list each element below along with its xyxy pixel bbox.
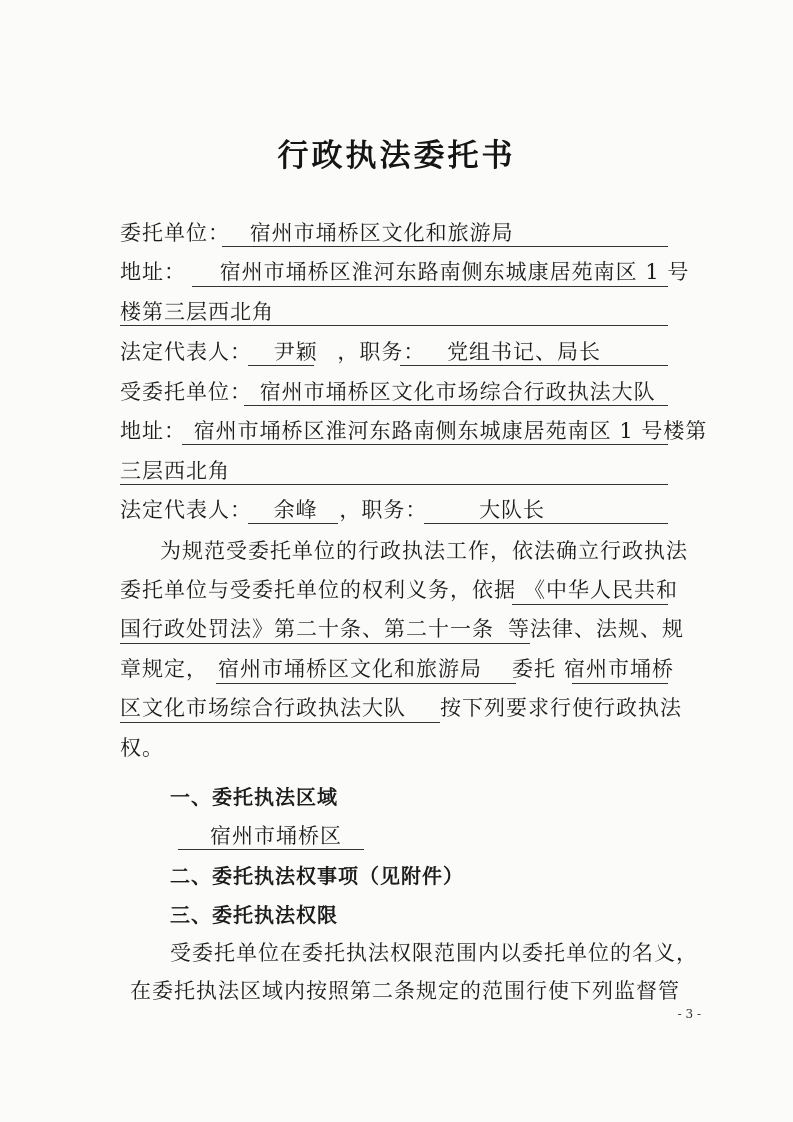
client-role-underline [400,365,668,366]
agent-rep-label: 法定代表人： [120,498,252,522]
body-line-6: 权。 [120,736,164,760]
agent-rep-line [120,495,545,525]
agent-address-2: 三层西北角 [120,459,230,483]
body-line-1: 为规范受委托单位的行政执法工作，依法确立行政执法 [160,539,688,563]
body-line-5 [120,693,682,723]
agent-name-underline [244,405,668,406]
client-address-underline-1 [192,286,668,287]
body-l4-agent: 宿州市埇桥 [564,657,674,681]
body-l3-text: 等法律、法规、规 [508,617,684,641]
section-1-underline [178,849,364,850]
client-underline-body [216,683,516,684]
client-address-underline-2 [120,325,668,326]
agent-address-underline-2 [120,484,668,485]
agent-address-1: 宿州市埇桥区淮河东路南侧东城康居苑南区 1 号楼第 [193,419,708,443]
client-address-1: 宿州市埇桥区淮河东路南侧东城康居苑南区 1 号 [219,260,690,284]
client-rep-label: 法定代表人： [120,340,252,364]
agent-role: 大队长 [479,498,546,522]
agent-underline-body-1 [572,683,668,684]
client-role: 党组书记、局长 [447,340,602,364]
client-address-line [120,257,689,287]
body-l5-agent: 区文化市场综合行政执法大队 [120,696,406,720]
section-1-value: 宿州市埇桥区 [210,824,342,848]
body-l4-entrust: 委托 [512,657,556,681]
client-address-label: 地址： [120,260,186,284]
client-rep-name: 尹颖 [273,340,318,364]
agent-underline-body-2 [120,722,440,723]
section-3-p2: 在委托执法区域内按照第二条规定的范围行使下列监督管 [130,979,680,1003]
client-rep-line [120,337,601,367]
agent-address-line [120,416,707,446]
body-line-3 [120,614,684,644]
body-l4-client: 宿州市埇桥区文化和旅游局 [218,657,482,681]
client-rep-underline [248,365,314,366]
client-address-line-2 [120,297,274,327]
section-3-heading: 三、委托执法权限 [170,903,338,927]
body-line-2 [120,575,678,605]
section-2-heading: 二、委托执法权事项（见附件） [170,864,464,888]
agent-role-label: ，职务： [339,498,428,522]
agent-role-underline [424,523,668,524]
body-l3-law: 国行政处罚法》第二十条、第二十一条 [120,617,494,641]
body-line-4 [120,654,674,684]
agent-address-underline-1 [182,444,668,445]
body-l2-text: 委托单位与受委托单位的权利义务，依据 [120,578,516,602]
client-name: 宿州市埇桥区文化和旅游局 [249,221,514,245]
agent-rep-name: 余峰 [273,498,318,522]
section-3-p1: 受委托单位在委托执法权限范围内以委托单位的名义， [170,941,698,965]
agent-label: 受委托单位： [120,380,252,404]
law-underline-1 [512,604,668,605]
client-role-label: ，职务： [337,340,426,364]
section-1-heading: 一、委托执法区域 [170,785,338,809]
law-underline-2 [120,643,530,644]
client-line [120,218,514,248]
agent-rep-underline [248,523,338,524]
client-label: 委托单位： [120,221,230,245]
agent-name: 宿州市埇桥区文化市场综合行政执法大队 [259,380,656,404]
agent-address-line-2 [120,456,230,486]
agent-address-label: 地址： [120,419,186,443]
document-title: 行政执法委托书 [277,138,516,174]
client-name-underline [222,246,668,247]
client-address-2: 楼第三层西北角 [120,300,274,324]
body-l5-text: 按下列要求行使行政执法 [440,696,682,720]
body-l4-text: 章规定， [120,657,208,681]
body-l2-law: 《中华人民共和 [524,578,678,602]
page-number: - 3 - [677,1007,701,1021]
agent-line [120,377,656,407]
